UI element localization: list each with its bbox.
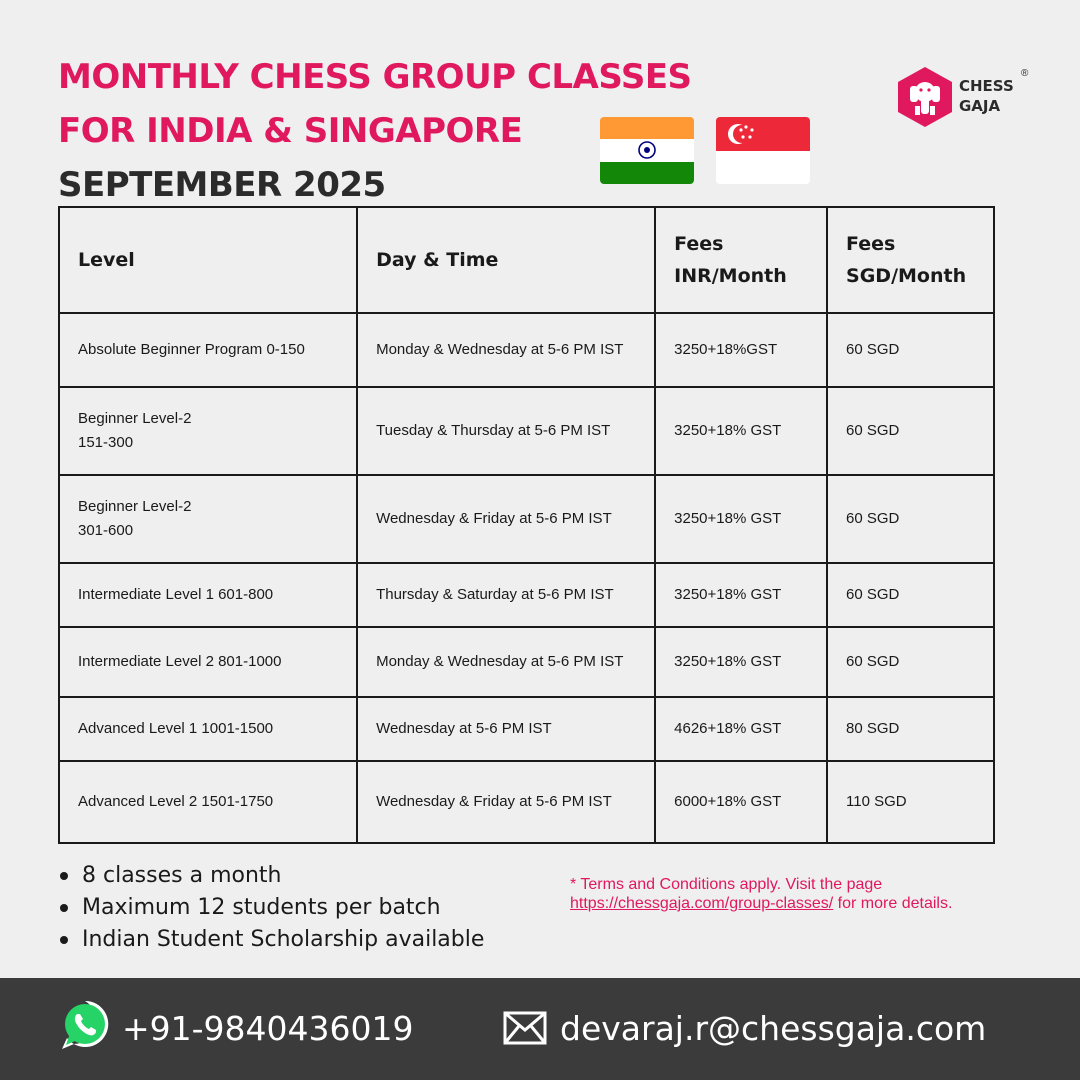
table-row <box>59 475 994 563</box>
subtitle-month: SEPTEMBER 2025 <box>58 165 386 205</box>
header-fees-sgd-line2: SGD/Month <box>846 265 967 287</box>
level-name: Intermediate Level 1 601-800 <box>78 586 274 603</box>
level-name: Absolute Beginner Program 0-150 <box>78 341 305 358</box>
header-fees-inr-line1: Fees <box>674 233 724 255</box>
cell-fees-sgd: 80 SGD <box>827 697 994 761</box>
table-row <box>59 563 994 627</box>
level-name: Advanced Level 1 1001-1500 <box>78 720 274 737</box>
phone-number[interactable]: +91-9840436019 <box>122 1009 414 1048</box>
page-title <box>58 50 692 212</box>
terms-suffix: for more details. <box>833 895 953 912</box>
cell-day-time: Tuesday & Thursday at 5-6 PM IST <box>357 387 655 475</box>
level-name: Intermediate Level 2 801-1000 <box>78 653 282 670</box>
india-flag <box>600 117 694 184</box>
cell-day-time: Thursday & Saturday at 5-6 PM IST <box>357 563 655 627</box>
level-range: 301-600 <box>78 522 134 539</box>
terms-note <box>570 875 1050 913</box>
group-classes-link[interactable]: https://chessgaja.com/group-classes/ <box>570 895 834 912</box>
chessgaja-logo <box>895 66 1035 128</box>
table-row <box>59 387 994 475</box>
class-schedule-table <box>58 206 995 844</box>
level-name: Beginner Level-2 <box>78 498 192 515</box>
table-row <box>59 697 994 761</box>
cell-day-time: Wednesday & Friday at 5-6 PM IST <box>357 761 655 843</box>
cell-level <box>59 313 357 387</box>
contact-footer <box>0 978 1080 1080</box>
header-fees-inr-line2: INR/Month <box>674 265 787 287</box>
cell-fees-sgd: 60 SGD <box>827 387 994 475</box>
table-row <box>59 313 994 387</box>
logo-text-chess: CHESS <box>959 77 1014 95</box>
cell-level <box>59 761 357 843</box>
cell-day-time: Wednesday & Friday at 5-6 PM IST <box>357 475 655 563</box>
cell-fees-inr: 4626+18% GST <box>655 697 827 761</box>
level-name: Beginner Level-2 <box>78 410 192 427</box>
list-item: Maximum 12 students per batch <box>58 892 484 924</box>
email-address[interactable]: devaraj.r@chessgaja.com <box>560 1009 987 1048</box>
cell-fees-inr: 6000+18% GST <box>655 761 827 843</box>
cell-day-time: Monday & Wednesday at 5-6 PM IST <box>357 627 655 697</box>
terms-line: * Terms and Conditions apply. Visit the page <box>570 876 883 893</box>
cell-fees-inr: 3250+18% GST <box>655 387 827 475</box>
cell-fees-inr: 3250+18% GST <box>655 563 827 627</box>
singapore-flag <box>716 117 810 184</box>
header-fees-sgd-line1: Fees <box>846 233 896 255</box>
table-row <box>59 761 994 843</box>
header-level: Level <box>59 207 357 313</box>
logo-text <box>959 76 1014 116</box>
cell-fees-sgd: 60 SGD <box>827 627 994 697</box>
registered-mark: ® <box>1021 68 1029 79</box>
header-fees-inr <box>655 207 827 313</box>
level-name: Advanced Level 2 1501-1750 <box>78 793 274 810</box>
table-header-row <box>59 207 994 313</box>
logo-text-gaja: GAJA <box>959 97 1001 115</box>
features-list <box>58 860 484 956</box>
cell-day-time: Monday & Wednesday at 5-6 PM IST <box>357 313 655 387</box>
cell-fees-sgd: 60 SGD <box>827 563 994 627</box>
level-range: 151-300 <box>78 434 134 451</box>
cell-fees-sgd: 60 SGD <box>827 313 994 387</box>
table-row <box>59 627 994 697</box>
cell-fees-sgd: 60 SGD <box>827 475 994 563</box>
cell-fees-inr: 3250+18%GST <box>655 313 827 387</box>
cell-level <box>59 387 357 475</box>
cell-level <box>59 475 357 563</box>
cell-fees-inr: 3250+18% GST <box>655 475 827 563</box>
title-line-2: FOR INDIA & SINGAPORE <box>58 111 523 151</box>
cell-fees-inr: 3250+18% GST <box>655 627 827 697</box>
list-item: Indian Student Scholarship available <box>58 924 484 956</box>
terms-link-line <box>570 894 1050 913</box>
cell-fees-sgd: 110 SGD <box>827 761 994 843</box>
list-item: 8 classes a month <box>58 860 484 892</box>
cell-level <box>59 563 357 627</box>
cell-level <box>59 627 357 697</box>
title-line-1: MONTHLY CHESS GROUP CLASSES <box>58 57 692 97</box>
header-fees-sgd <box>827 207 994 313</box>
mail-icon[interactable] <box>503 1011 547 1045</box>
whatsapp-icon[interactable] <box>58 998 112 1052</box>
header-day-time: Day & Time <box>357 207 655 313</box>
cell-day-time: Wednesday at 5-6 PM IST <box>357 697 655 761</box>
elephant-hexagon-icon <box>895 66 955 128</box>
cell-level <box>59 697 357 761</box>
